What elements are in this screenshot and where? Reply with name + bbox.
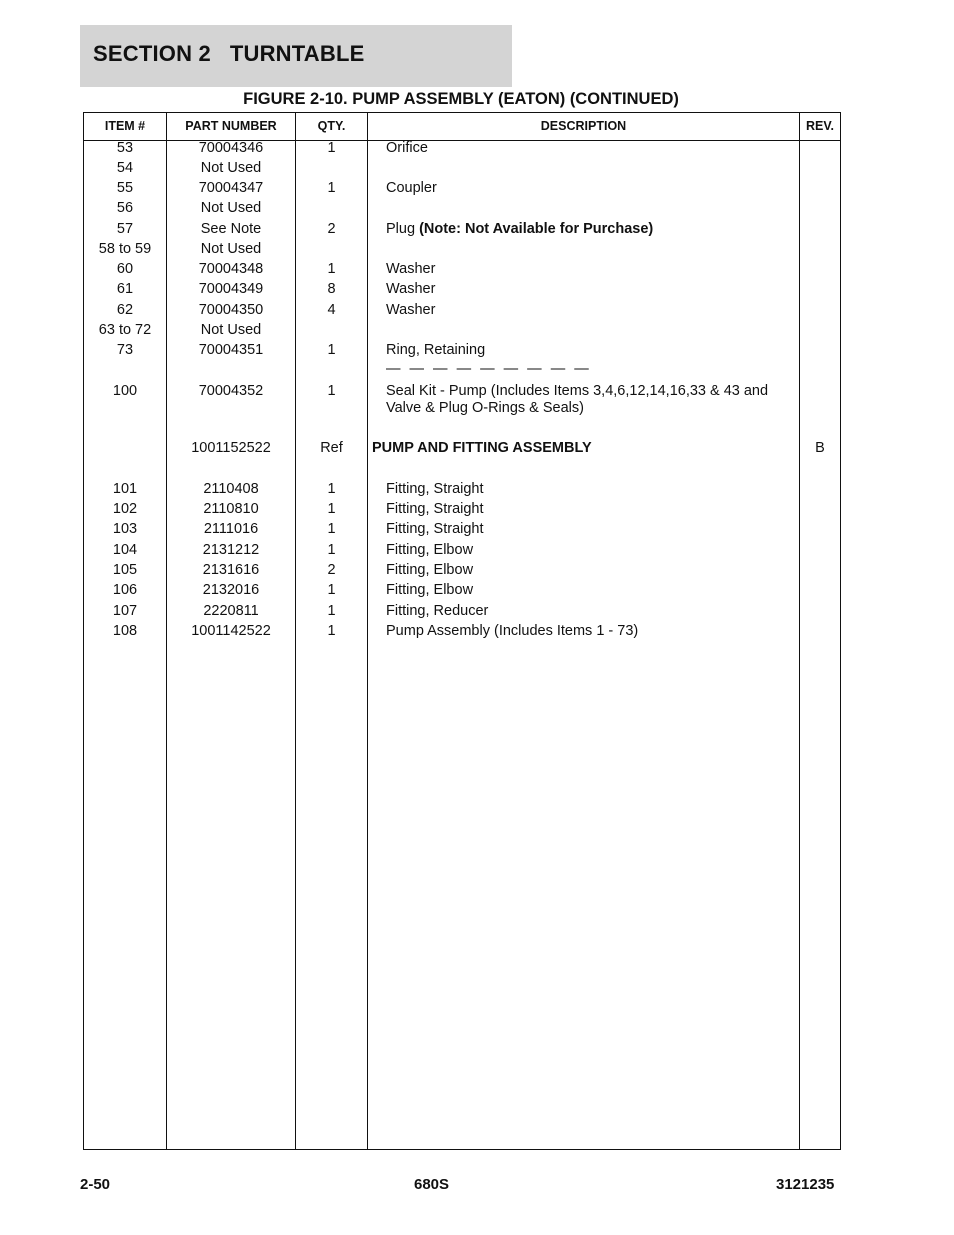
quantity: 2 <box>327 562 336 578</box>
table-row <box>84 582 840 602</box>
quantity: 1 <box>327 180 336 196</box>
item-number: 56 <box>116 200 134 216</box>
table-row <box>84 261 840 281</box>
part-number: 70004348 <box>198 261 264 277</box>
part-number: 1001152522 <box>191 440 271 456</box>
quantity: 1 <box>327 542 336 558</box>
quantity: 1 <box>327 383 336 399</box>
table-row <box>84 281 840 301</box>
revision: B <box>815 440 825 456</box>
table-row <box>84 241 840 261</box>
table-row <box>84 221 840 241</box>
table-row <box>84 383 840 423</box>
model-name: 680S <box>414 1176 450 1193</box>
item-number: 54 <box>116 160 134 176</box>
table-row <box>84 140 840 160</box>
document-number: 3121235 <box>776 1176 835 1193</box>
description-text: Plug <box>386 221 420 237</box>
part-number: Not Used <box>200 241 262 257</box>
part-number: Not Used <box>200 322 262 338</box>
item-number: 57 <box>116 221 134 237</box>
quantity: 4 <box>327 302 336 318</box>
item-number: 102 <box>112 501 138 517</box>
description: Fitting, Straight <box>386 521 484 537</box>
figure-title: FIGURE 2-10. PUMP ASSEMBLY (EATON) (CONTINUED) <box>243 90 679 108</box>
description: Washer <box>386 261 436 277</box>
header-rev: REV. <box>805 119 835 133</box>
description: Fitting, Elbow <box>386 582 474 598</box>
table-row <box>84 623 840 643</box>
item-number: 60 <box>116 261 134 277</box>
item-number: 63 to 72 <box>98 322 152 338</box>
description: Pump Assembly (Includes Items 1 - 73) <box>386 623 639 639</box>
quantity: Ref <box>320 440 343 456</box>
part-number: 70004352 <box>198 383 264 399</box>
section-title: SECTION 2 TURNTABLE <box>93 41 365 66</box>
separator-dashes: — — — — — — — — — <box>386 361 592 377</box>
item-number: 106 <box>112 582 138 598</box>
quantity: 1 <box>327 140 336 156</box>
item-number: 61 <box>116 281 134 297</box>
item-number: 104 <box>112 542 138 558</box>
part-number: 70004351 <box>198 342 264 358</box>
part-number: 70004347 <box>198 180 264 196</box>
description: Seal Kit - Pump (Includes Items 3,4,6,12,14,16,33 & 43 and Valve & Plug O-Rings & Seals) <box>386 383 769 416</box>
header-part-number: PART NUMBER <box>185 119 277 133</box>
item-number: 73 <box>116 342 134 358</box>
quantity: 1 <box>327 261 336 277</box>
item-number: 55 <box>116 180 134 196</box>
table-row <box>84 521 840 541</box>
description: Fitting, Straight <box>386 501 484 517</box>
item-number: 108 <box>112 623 138 639</box>
part-number: Not Used <box>200 200 262 216</box>
item-number: 62 <box>116 302 134 318</box>
part-number: 70004349 <box>198 281 264 297</box>
table-row <box>84 501 840 521</box>
table-row <box>84 361 840 381</box>
item-number: 103 <box>112 521 138 537</box>
table-row <box>84 200 840 220</box>
table-row <box>84 542 840 562</box>
table-row <box>84 180 840 200</box>
item-number: 107 <box>112 603 138 619</box>
parts-table <box>83 112 841 1150</box>
part-number: 2131616 <box>202 562 260 578</box>
part-number: 2110408 <box>203 481 259 497</box>
quantity: 8 <box>327 281 336 297</box>
item-number: 100 <box>112 383 138 399</box>
table-row <box>84 322 840 342</box>
description: Coupler <box>386 180 437 196</box>
quantity: 1 <box>327 481 336 497</box>
description: Washer <box>386 281 436 297</box>
header-item: ITEM # <box>104 119 146 133</box>
table-row <box>84 342 840 362</box>
quantity: 1 <box>327 521 336 537</box>
part-number: Not Used <box>200 160 262 176</box>
quantity: 1 <box>327 603 336 619</box>
item-number: 105 <box>112 562 138 578</box>
part-number: 70004346 <box>198 140 264 156</box>
item-number: 101 <box>112 481 138 497</box>
quantity: 2 <box>327 221 336 237</box>
part-number: 1001142522 <box>191 623 271 639</box>
quantity: 1 <box>327 582 336 598</box>
table-row <box>84 440 840 460</box>
section-header <box>80 25 512 87</box>
assembly-heading: PUMP AND FITTING ASSEMBLY <box>372 440 592 456</box>
part-number: 2111016 <box>203 521 259 537</box>
quantity: 1 <box>327 501 336 517</box>
item-number: 53 <box>116 140 134 156</box>
description: Ring, Retaining <box>386 342 486 358</box>
quantity: 1 <box>327 623 336 639</box>
part-number: 2220811 <box>203 603 259 619</box>
part-number: See Note <box>200 221 262 237</box>
item-number: 58 to 59 <box>98 241 152 257</box>
part-number: 2131212 <box>202 542 260 558</box>
description: Orifice <box>386 140 428 156</box>
description: Fitting, Elbow <box>386 542 474 558</box>
description: Fitting, Straight <box>386 481 484 497</box>
header-qty: QTY. <box>317 119 346 133</box>
page-number: 2-50 <box>80 1176 111 1193</box>
part-number: 2110810 <box>203 501 259 517</box>
part-number: 70004350 <box>198 302 264 318</box>
description: Washer <box>386 302 436 318</box>
header-description: DESCRIPTION <box>540 119 627 133</box>
description <box>386 221 796 238</box>
table-row <box>84 481 840 501</box>
quantity: 1 <box>327 342 336 358</box>
description: Fitting, Elbow <box>386 562 474 578</box>
table-row <box>84 562 840 582</box>
table-row <box>84 160 840 180</box>
part-number: 2132016 <box>202 582 260 598</box>
table-row <box>84 302 840 322</box>
description: Fitting, Reducer <box>386 603 489 619</box>
purchase-note: (Note: Not Available for Purchase) <box>419 221 654 237</box>
table-row <box>84 603 840 623</box>
